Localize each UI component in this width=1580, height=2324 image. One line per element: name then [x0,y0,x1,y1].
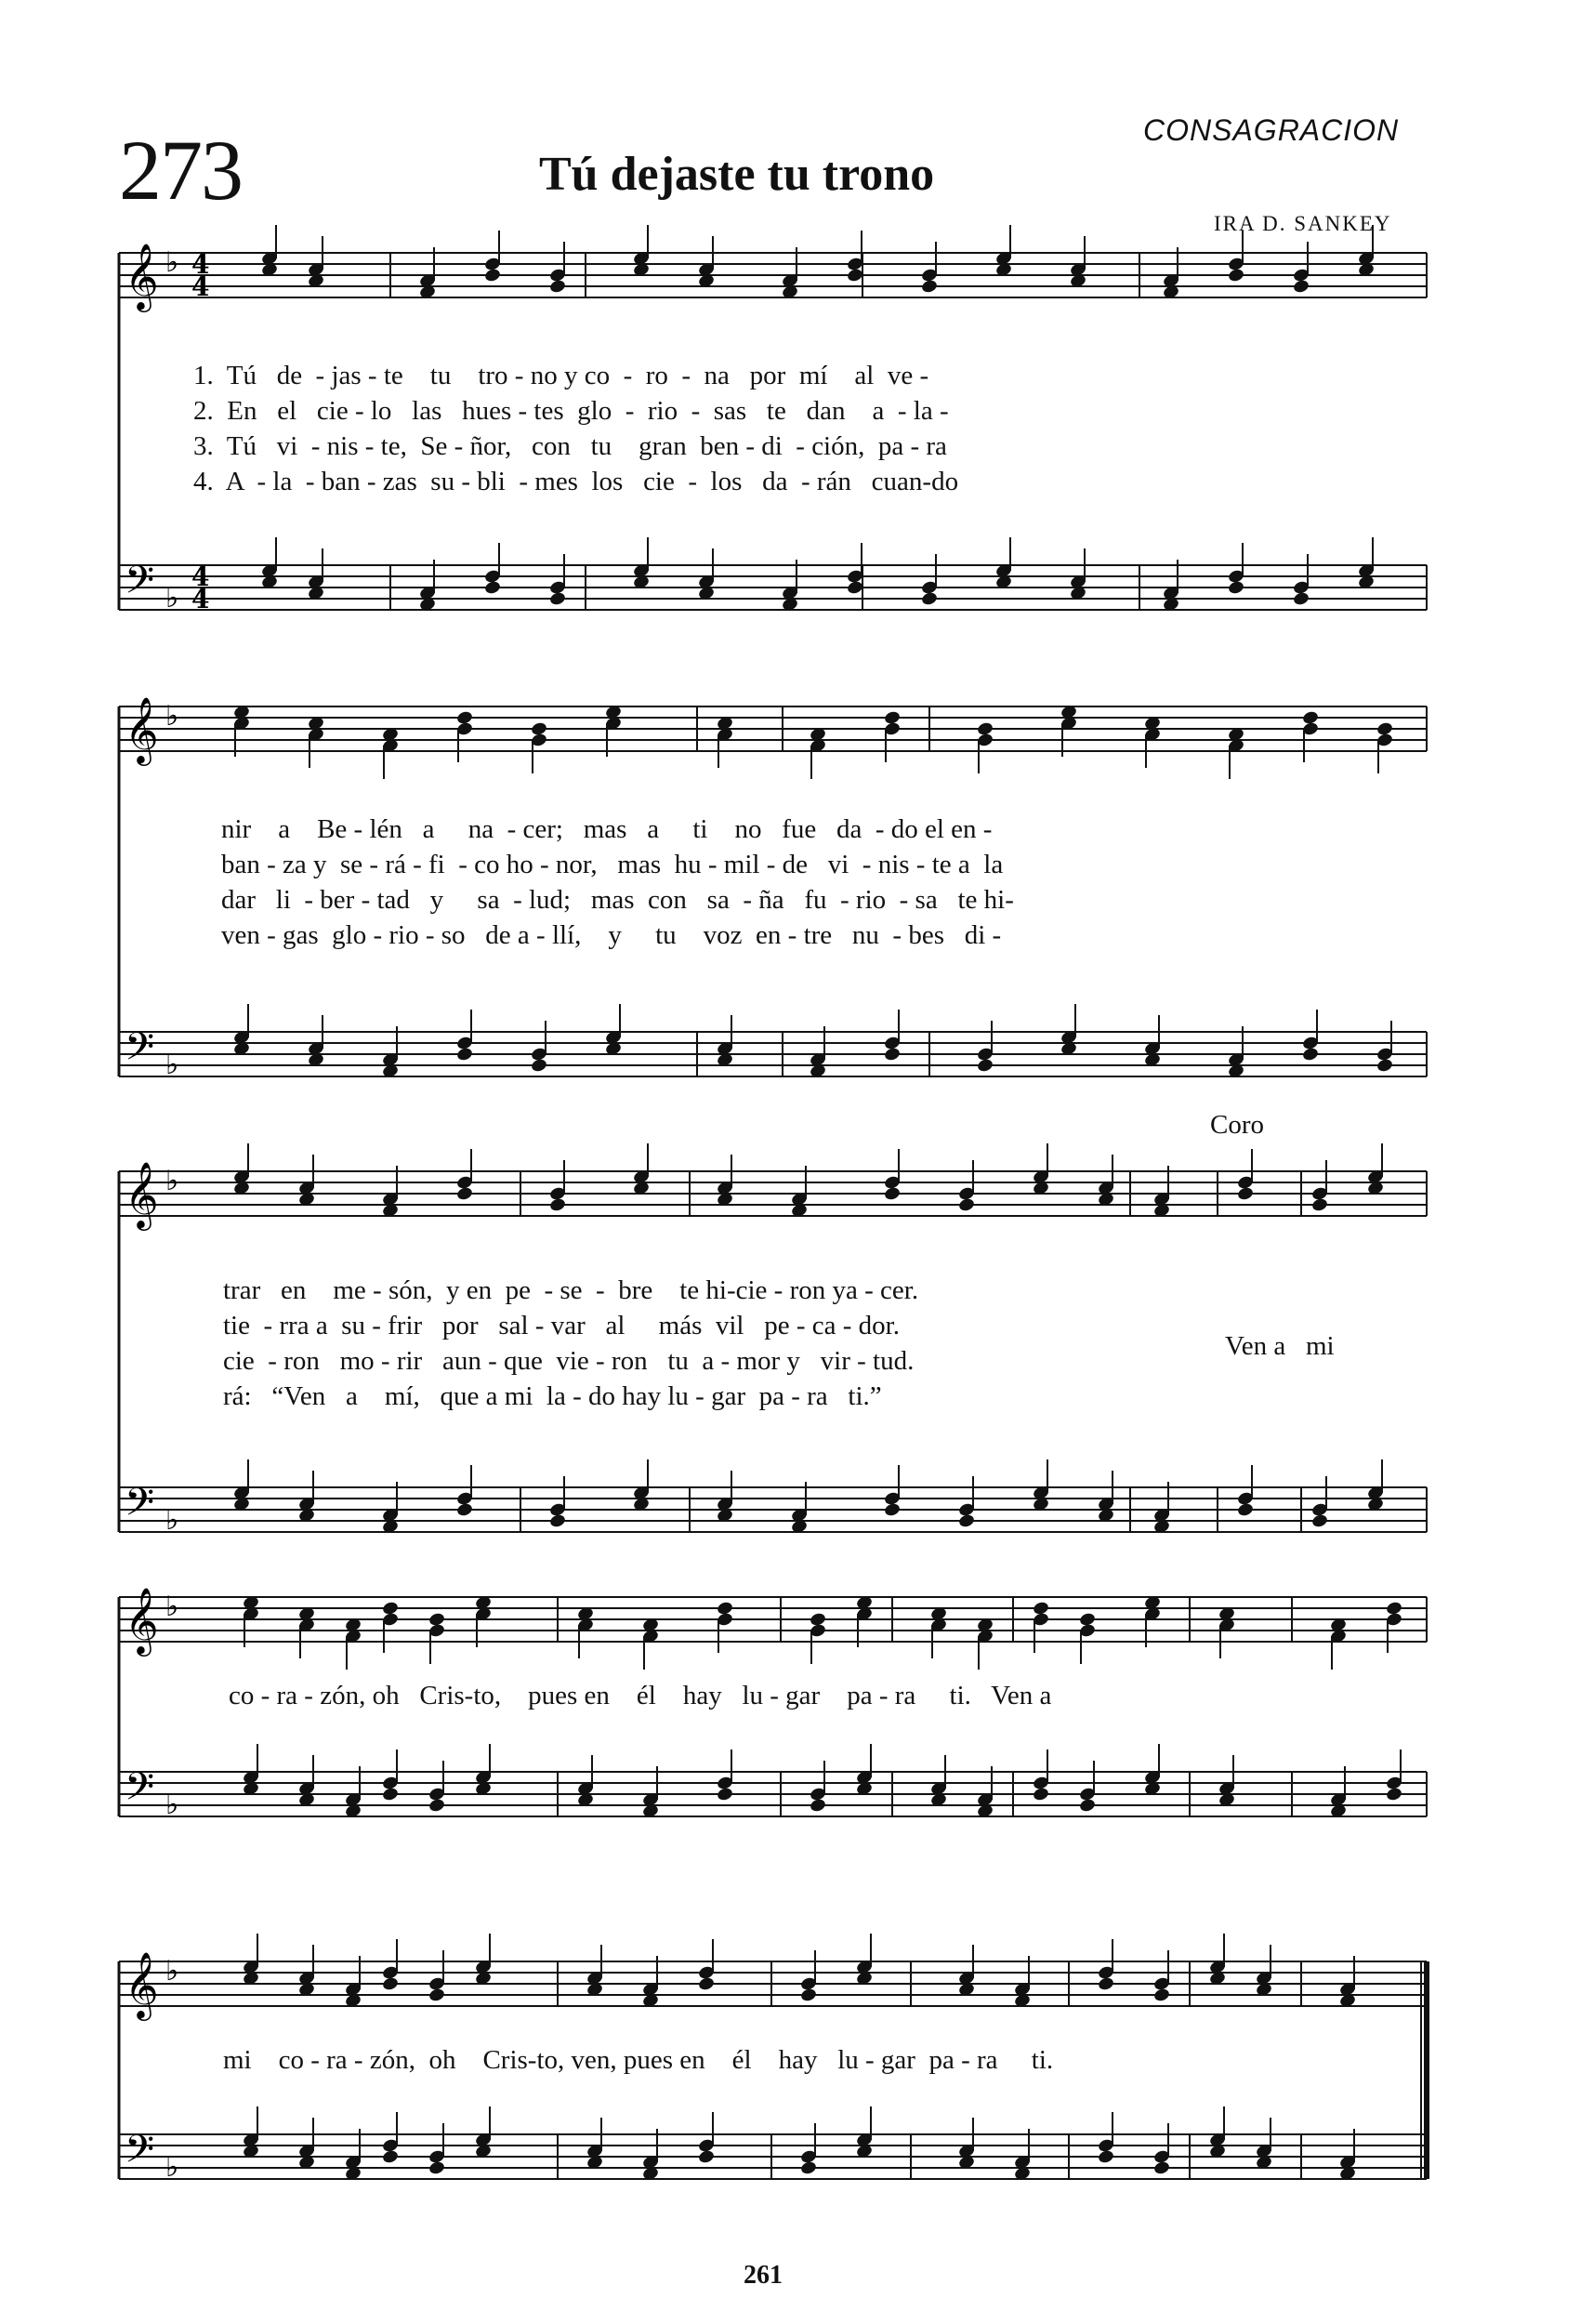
time-sig-bass-bottom: 4 [191,584,210,614]
system-5-treble-notehead [381,1976,399,1992]
hymn-title: Tú dejaste tu trono [539,148,935,201]
system-5-treble-notehead [799,1987,817,2003]
treble-clef-icon: 𝄞 [125,695,159,763]
system-4-bass-notehead [716,1787,733,1802]
system-1-bass-notehead [548,591,566,607]
bass-clef-icon: 𝄢 [125,1024,155,1078]
system-5-treble-notehead [1152,1987,1170,2003]
system-2-bass-notehead [455,1047,473,1063]
system-3-bass-notehead [1236,1502,1254,1518]
time-sig-treble-top: 4 [191,249,210,280]
verse-1-line-2: nir a Be - lén a na - cer; mas a ti no fue da - do el en - [221,814,993,844]
flat-icon: ♭ [165,1165,179,1197]
system-4-bass-notehead [1032,1787,1049,1802]
verse-1-line-1: 1. Tú de - jas - te tu tro - no y co - ro - na por mí al ve - [193,361,929,390]
system-1-treble-notehead [1227,268,1244,284]
chorus-label: Coro [1210,1110,1264,1140]
treble-clef-icon: 𝄞 [125,1950,159,2018]
system-1-treble-notehead [920,279,938,295]
hymn-number: 273 [119,123,242,218]
bass-clef-icon: 𝄢 [125,1480,155,1534]
verse-2-line-1: 2. En el cie - lo las hues - tes glo - rio - sas te dan a - la - [193,396,949,426]
system-3-bass-notehead [1310,1513,1328,1529]
system-3-treble-notehead [455,1186,473,1202]
system-2-bass-notehead [976,1058,994,1074]
system-3-treble-notehead [1310,1197,1328,1213]
system-3-treble-notehead [883,1186,901,1202]
system-4-bass-notehead [1385,1787,1402,1802]
system-4-bass-notehead [1078,1798,1096,1814]
verse-2-line-2: ban - za y se - rá - fi - co ho - nor, mas hu - mil - de vi - nis - te a la [221,850,1004,879]
system-4-bass-notehead [381,1787,399,1802]
verse-1-line-3: trar en me - són, y en pe - se - bre te hi-cie - ron ya - cer. [223,1275,919,1305]
system-2-bass-notehead [530,1058,547,1074]
system-1-bass-notehead [483,580,501,596]
composer-credit: IRA D. SANKEY [1214,212,1392,235]
bass-clef-icon: 𝄢 [125,2127,155,2181]
treble-clef-icon: 𝄞 [125,242,159,310]
hymn-category: CONSAGRACION [1143,113,1400,147]
system-5-treble-notehead [428,1987,445,2003]
system-3-bass-notehead [455,1502,473,1518]
system-1-bass-notehead [1227,580,1244,596]
time-sig-bass-top: 4 [191,561,210,592]
system-3-bass-notehead [883,1502,901,1518]
system-3-treble-notehead [548,1197,566,1213]
system-4-bass-notehead [809,1798,826,1814]
flat-icon: ♭ [165,1504,179,1537]
system-5-treble-notehead [697,1976,715,1992]
treble-clef-icon: 𝄞 [125,1160,159,1228]
system-1-treble-notehead [548,279,566,295]
system-4-bass-notehead [428,1798,445,1814]
time-sig-treble-bottom: 4 [191,271,210,302]
treble-clef-icon: 𝄞 [125,1586,159,1654]
bass-clef-icon: 𝄢 [125,1764,155,1818]
system-5-bass-notehead [1152,2160,1170,2176]
system-1-bass-notehead [1292,591,1310,607]
verse-2-line-3: tie - rra a su - frir por sal - var al más vil pe - ca - dor. [223,1311,900,1340]
system-5-bass-notehead [1097,2149,1114,2165]
bass-clef-icon: 𝄢 [125,558,155,612]
chorus-words-1: Ven a mi [1225,1331,1335,1361]
flat-icon: ♭ [165,1049,179,1081]
system-5-bass-notehead [697,2149,715,2165]
verse-3-line-1: 3. Tú vi - nis - te, Se - ñor, con tu gran ben - di - ción, pa - ra [193,431,947,461]
verse-4-line-1: 4. A - la - ban - zas su - bli - mes los cie - los da - rán cuan-do [193,467,959,496]
system-1-treble-notehead [483,268,501,284]
system-3-bass-notehead [548,1513,566,1529]
system-2-bass-notehead [883,1047,901,1063]
verse-4-line-3: rá: “Ven a mí, que a mi la - do hay lu - gar pa - ra ti.” [223,1381,882,1411]
chorus-line-1: co - ra - zón, oh Cris-to, pues en él hay lu - gar pa - ra ti. Ven a [229,1681,1052,1710]
flat-icon: ♭ [165,2151,179,2184]
verse-3-line-2: dar li - ber - tad y sa - lud; mas con sa - ña fu - rio - sa te hi- [221,885,1014,915]
system-5-bass-notehead [799,2160,817,2176]
system-5-bass-notehead [428,2160,445,2176]
system-3-bass-notehead [957,1513,975,1529]
chorus-line-2: mi co - ra - zón, oh Cris-to, ven, pues en él hay lu - gar pa - ra ti. [223,2045,1054,2075]
flat-icon: ♭ [165,1955,179,1987]
system-2-bass-notehead [1301,1047,1319,1063]
system-1-bass-notehead [846,580,863,596]
page-number: 261 [744,2261,783,2290]
system-3-treble-notehead [957,1197,975,1213]
flat-icon: ♭ [165,246,179,279]
system-1-bass-notehead [920,591,938,607]
system-5-bass-notehead [381,2149,399,2165]
verse-3-line-3: cie - ron mo - rir aun - que vie - ron tu a - mor y vir - tud. [223,1346,915,1376]
system-5-treble-notehead [1097,1976,1114,1992]
system-2-bass-notehead [1376,1058,1393,1074]
verse-4-line-2: ven - gas glo - rio - so de a - llí, y tu voz en - tre nu - bes di - [221,920,1002,950]
flat-icon: ♭ [165,700,179,733]
flat-icon: ♭ [165,582,179,614]
system-1-treble-notehead [846,268,863,284]
system-3-treble-notehead [1236,1186,1254,1202]
system-1-treble-notehead [1292,279,1310,295]
flat-icon: ♭ [165,1789,179,1821]
flat-icon: ♭ [165,1591,179,1623]
